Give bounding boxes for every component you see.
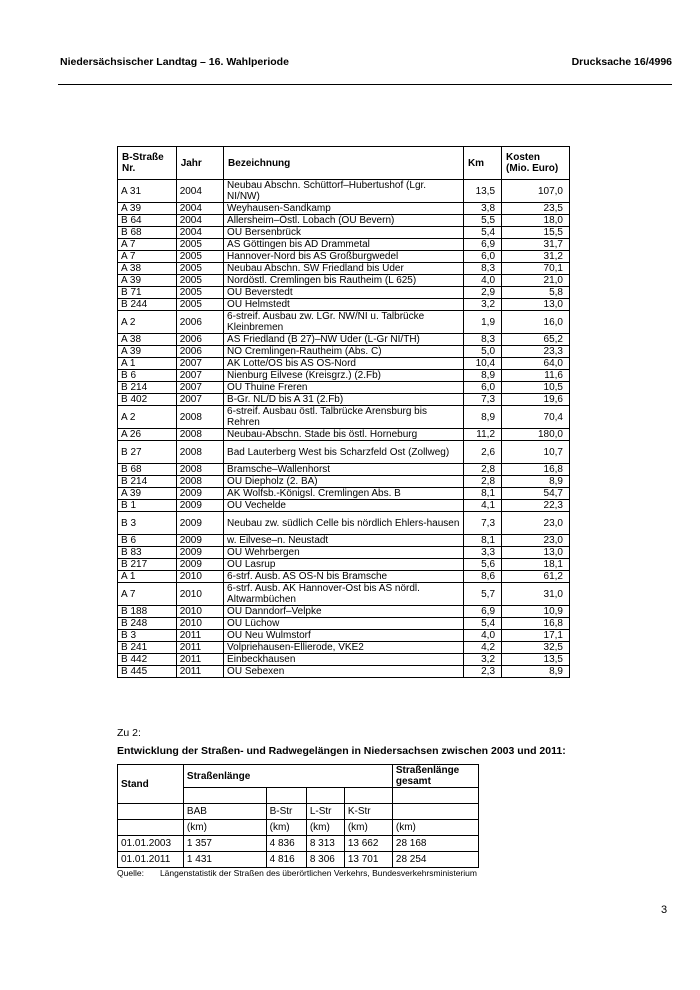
- description-cell: OU Wehrbergen: [224, 547, 464, 559]
- year-cell: 2005: [176, 287, 223, 299]
- km-cell: 5,7: [463, 583, 501, 606]
- km-cell: 6,9: [463, 606, 501, 618]
- km-cell: 3,8: [463, 203, 501, 215]
- km-cell: 8,3: [463, 263, 501, 275]
- cost-cell: 22,3: [502, 500, 570, 512]
- table-row: [118, 370, 570, 382]
- unit-cell: (km): [183, 820, 266, 836]
- empty-cell: [266, 765, 392, 788]
- description-cell: OU Bersenbrück: [224, 227, 464, 239]
- year-cell: 2005: [176, 263, 223, 275]
- km-cell: 3,2: [463, 654, 501, 666]
- year-cell: 2008: [176, 464, 223, 476]
- road-number-cell: B 217: [118, 559, 177, 571]
- description-cell: Bad Lauterberg West bis Scharzfeld Ost (Zollweg): [224, 441, 464, 464]
- km-cell: 5,5: [463, 215, 501, 227]
- cost-cell: 11,6: [502, 370, 570, 382]
- road-number-cell: B 3: [118, 630, 177, 642]
- table-row: [118, 820, 479, 836]
- table-row: [118, 464, 570, 476]
- road-length-table: [117, 764, 479, 868]
- header-document-number: Drucksache 16/4996: [571, 56, 672, 68]
- road-number-cell: B 27: [118, 441, 177, 464]
- table-row: [118, 488, 570, 500]
- description-cell: Neubau zw. südlich Celle bis nördlich Ehlers-hausen: [224, 512, 464, 535]
- cost-cell: 54,7: [502, 488, 570, 500]
- value-cell: 28 168: [392, 836, 478, 852]
- empty-cell: [392, 804, 478, 820]
- road-number-cell: B 3: [118, 512, 177, 535]
- km-cell: 5,6: [463, 559, 501, 571]
- road-number-cell: A 39: [118, 203, 177, 215]
- description-cell: Neubau Abschn. SW Friedland bis Uder: [224, 263, 464, 275]
- km-cell: 8,1: [463, 535, 501, 547]
- km-cell: 13,5: [463, 180, 501, 203]
- cost-cell: 180,0: [502, 429, 570, 441]
- table-row: [118, 836, 479, 852]
- value-cell: 13 662: [344, 836, 392, 852]
- unit-cell: (km): [306, 820, 344, 836]
- table-row: [118, 346, 570, 358]
- road-number-cell: B 1: [118, 500, 177, 512]
- empty-cell: [344, 788, 392, 804]
- road-number-cell: A 2: [118, 311, 177, 334]
- value-cell: 1 357: [183, 836, 266, 852]
- cost-cell: 16,8: [502, 618, 570, 630]
- km-cell: 5,4: [463, 227, 501, 239]
- km-cell: 4,1: [463, 500, 501, 512]
- road-number-cell: A 38: [118, 334, 177, 346]
- table-row: [118, 852, 479, 868]
- page-header: [60, 56, 672, 68]
- column-header-cost: Kosten (Mio. Euro): [502, 147, 570, 180]
- cost-cell: 19,6: [502, 394, 570, 406]
- cost-cell: 10,9: [502, 606, 570, 618]
- cost-cell: 10,7: [502, 441, 570, 464]
- km-cell: 2,9: [463, 287, 501, 299]
- year-cell: 2006: [176, 346, 223, 358]
- col-label-bstr: B-Str: [266, 804, 306, 820]
- description-cell: OU Lüchow: [224, 618, 464, 630]
- date-cell: 01.01.2003: [118, 836, 184, 852]
- description-cell: B-Gr. NL/D bis A 31 (2.Fb): [224, 394, 464, 406]
- cost-cell: 31,7: [502, 239, 570, 251]
- road-projects-body: [118, 180, 570, 678]
- km-cell: 5,4: [463, 618, 501, 630]
- road-number-cell: A 7: [118, 251, 177, 263]
- year-cell: 2010: [176, 618, 223, 630]
- road-number-cell: A 1: [118, 571, 177, 583]
- cost-cell: 13,0: [502, 299, 570, 311]
- table-row: [118, 429, 570, 441]
- cost-cell: 8,9: [502, 666, 570, 678]
- cost-cell: 64,0: [502, 358, 570, 370]
- value-cell: 8 306: [306, 852, 344, 868]
- description-cell: 6-streif. Ausbau östl. Talbrücke Arensburg bis Rehren: [224, 406, 464, 429]
- column-header-road-number: B-Straße Nr.: [118, 147, 177, 180]
- header-divider: [58, 84, 672, 85]
- table-row: [118, 287, 570, 299]
- year-cell: 2011: [176, 666, 223, 678]
- year-cell: 2008: [176, 441, 223, 464]
- table-row: [118, 203, 570, 215]
- source-note: [117, 868, 477, 878]
- description-cell: Hannover-Nord bis AS Großburgwedel: [224, 251, 464, 263]
- year-cell: 2004: [176, 227, 223, 239]
- road-number-cell: B 248: [118, 618, 177, 630]
- year-cell: 2011: [176, 642, 223, 654]
- description-cell: AK Wolfsb.-Königsl. Cremlingen Abs. B: [224, 488, 464, 500]
- value-cell: 1 431: [183, 852, 266, 868]
- description-cell: OU Danndorf–Velpke: [224, 606, 464, 618]
- cost-cell: 18,0: [502, 215, 570, 227]
- value-cell: 4 816: [266, 852, 306, 868]
- road-number-cell: B 68: [118, 227, 177, 239]
- road-number-cell: A 1: [118, 358, 177, 370]
- table-row: [118, 476, 570, 488]
- cost-cell: 10,5: [502, 382, 570, 394]
- road-number-cell: B 6: [118, 535, 177, 547]
- description-cell: Neubau Abschn. Schüttorf–Hubertushof (Lgr. NI/NW): [224, 180, 464, 203]
- km-cell: 7,3: [463, 394, 501, 406]
- cost-cell: 5,8: [502, 287, 570, 299]
- road-number-cell: B 68: [118, 464, 177, 476]
- date-cell: 01.01.2011: [118, 852, 184, 868]
- cost-cell: 31,2: [502, 251, 570, 263]
- year-cell: 2007: [176, 370, 223, 382]
- km-cell: 1,9: [463, 311, 501, 334]
- km-cell: 4,0: [463, 630, 501, 642]
- description-cell: OU Neu Wulmstorf: [224, 630, 464, 642]
- cost-cell: 70,4: [502, 406, 570, 429]
- table-row: [118, 227, 570, 239]
- road-number-cell: B 442: [118, 654, 177, 666]
- road-number-cell: A 26: [118, 429, 177, 441]
- year-cell: 2004: [176, 203, 223, 215]
- table-row: [118, 299, 570, 311]
- page-number: 3: [661, 904, 668, 916]
- km-cell: 2,6: [463, 441, 501, 464]
- table-row: [118, 382, 570, 394]
- description-cell: OU Sebexen: [224, 666, 464, 678]
- table-row: [118, 500, 570, 512]
- description-cell: AS Friedland (B 27)–NW Uder (L-Gr NI/TH): [224, 334, 464, 346]
- description-cell: 6-strf. Ausb. AK Hannover-Ost bis AS nördl. Altwarmbüchen: [224, 583, 464, 606]
- table-row: [118, 180, 570, 203]
- description-cell: NO Cremlingen-Rautheim (Abs. C): [224, 346, 464, 358]
- table-row: [118, 559, 570, 571]
- year-cell: 2009: [176, 547, 223, 559]
- km-cell: 8,3: [463, 334, 501, 346]
- year-cell: 2008: [176, 476, 223, 488]
- cost-cell: 16,8: [502, 464, 570, 476]
- km-cell: 8,9: [463, 370, 501, 382]
- table-row: [118, 358, 570, 370]
- value-cell: 13 701: [344, 852, 392, 868]
- description-cell: OU Vechelde: [224, 500, 464, 512]
- road-number-cell: B 83: [118, 547, 177, 559]
- description-cell: AK Lotte/OS bis AS OS-Nord: [224, 358, 464, 370]
- year-cell: 2006: [176, 311, 223, 334]
- column-header-km: Km: [463, 147, 501, 180]
- year-cell: 2009: [176, 512, 223, 535]
- description-cell: OU Lasrup: [224, 559, 464, 571]
- cost-cell: 107,0: [502, 180, 570, 203]
- road-number-cell: A 2: [118, 406, 177, 429]
- table-row: [118, 583, 570, 606]
- road-number-cell: B 241: [118, 642, 177, 654]
- year-cell: 2008: [176, 429, 223, 441]
- year-cell: 2005: [176, 251, 223, 263]
- road-number-cell: B 402: [118, 394, 177, 406]
- table-row: [118, 606, 570, 618]
- unit-cell: (km): [266, 820, 306, 836]
- road-projects-table: [117, 146, 570, 678]
- description-cell: Nordöstl. Cremlingen bis Rautheim (L 625): [224, 275, 464, 287]
- year-cell: 2004: [176, 215, 223, 227]
- year-cell: 2010: [176, 606, 223, 618]
- year-cell: 2009: [176, 500, 223, 512]
- table-header-row: [118, 147, 570, 180]
- road-number-cell: B 6: [118, 370, 177, 382]
- year-cell: 2007: [176, 394, 223, 406]
- table-row: [118, 263, 570, 275]
- year-cell: 2010: [176, 571, 223, 583]
- cost-cell: 23,5: [502, 203, 570, 215]
- cost-cell: 16,0: [502, 311, 570, 334]
- empty-cell: [118, 804, 184, 820]
- empty-cell: [183, 788, 266, 804]
- cost-cell: 23,0: [502, 512, 570, 535]
- description-cell: OU Diepholz (2. BA): [224, 476, 464, 488]
- cost-cell: 21,0: [502, 275, 570, 287]
- road-number-cell: B 445: [118, 666, 177, 678]
- description-cell: OU Beverstedt: [224, 287, 464, 299]
- empty-cell: [306, 788, 344, 804]
- stand-header: Stand: [118, 765, 184, 804]
- gesamt-header: Straßenlänge gesamt: [392, 765, 478, 788]
- table-row: [118, 406, 570, 429]
- table-row: [118, 547, 570, 559]
- year-cell: 2005: [176, 275, 223, 287]
- year-cell: 2007: [176, 358, 223, 370]
- table-row: [118, 239, 570, 251]
- section-title: Entwicklung der Straßen- und Radwegelängen in Niedersachsen zwischen 2003 und 2011:: [117, 745, 566, 757]
- cost-cell: 65,2: [502, 334, 570, 346]
- km-cell: 2,8: [463, 464, 501, 476]
- description-cell: OU Helmstedt: [224, 299, 464, 311]
- cost-cell: 18,1: [502, 559, 570, 571]
- cost-cell: 23,3: [502, 346, 570, 358]
- km-cell: 11,2: [463, 429, 501, 441]
- km-cell: 2,8: [463, 476, 501, 488]
- year-cell: 2009: [176, 488, 223, 500]
- value-cell: 4 836: [266, 836, 306, 852]
- road-number-cell: B 188: [118, 606, 177, 618]
- road-number-cell: B 71: [118, 287, 177, 299]
- table-row: [118, 334, 570, 346]
- km-cell: 3,2: [463, 299, 501, 311]
- value-cell: 8 313: [306, 836, 344, 852]
- table-row: [118, 618, 570, 630]
- year-cell: 2011: [176, 630, 223, 642]
- cost-cell: 15,5: [502, 227, 570, 239]
- col-label-lstr: L-Str: [306, 804, 344, 820]
- table-row: [118, 804, 479, 820]
- table-row: [118, 765, 479, 788]
- table-row: [118, 535, 570, 547]
- cost-cell: 13,5: [502, 654, 570, 666]
- description-cell: 6-streif. Ausbau zw. LGr. NW/NI u. Talbrücke Kleinbremen: [224, 311, 464, 334]
- table-row: [118, 666, 570, 678]
- description-cell: Einbeckhausen: [224, 654, 464, 666]
- source-text: Längenstatistik der Straßen des überörtlichen Verkehrs, Bundesverkehrsministerium: [159, 868, 477, 878]
- cost-cell: 31,0: [502, 583, 570, 606]
- source-label: Quelle:: [117, 868, 144, 878]
- cost-cell: 32,5: [502, 642, 570, 654]
- km-cell: 4,0: [463, 275, 501, 287]
- road-number-cell: B 244: [118, 299, 177, 311]
- km-cell: 2,3: [463, 666, 501, 678]
- cost-cell: 8,9: [502, 476, 570, 488]
- km-cell: 10,4: [463, 358, 501, 370]
- km-cell: 8,9: [463, 406, 501, 429]
- section-label: Zu 2:: [117, 727, 141, 739]
- description-cell: Allersheim–Östl. Lobach (OU Bevern): [224, 215, 464, 227]
- km-cell: 6,0: [463, 251, 501, 263]
- cost-cell: 17,1: [502, 630, 570, 642]
- road-number-cell: B 214: [118, 476, 177, 488]
- table-row: [118, 441, 570, 464]
- description-cell: Neubau-Abschn. Stade bis östl. Horneburg: [224, 429, 464, 441]
- table-row: [118, 311, 570, 334]
- km-cell: 8,6: [463, 571, 501, 583]
- description-cell: OU Thuine Freren: [224, 382, 464, 394]
- table-row: [118, 394, 570, 406]
- unit-cell: (km): [392, 820, 478, 836]
- year-cell: 2006: [176, 334, 223, 346]
- table-row: [118, 512, 570, 535]
- road-number-cell: A 7: [118, 239, 177, 251]
- road-number-cell: A 38: [118, 263, 177, 275]
- road-number-cell: A 39: [118, 275, 177, 287]
- road-number-cell: A 39: [118, 346, 177, 358]
- year-cell: 2005: [176, 239, 223, 251]
- description-cell: AS Göttingen bis AD Drammetal: [224, 239, 464, 251]
- header-title: Niedersächsischer Landtag – 16. Wahlperiode: [60, 56, 289, 68]
- col-label-kstr: K-Str: [344, 804, 392, 820]
- km-cell: 5,0: [463, 346, 501, 358]
- km-cell: 6,0: [463, 382, 501, 394]
- year-cell: 2008: [176, 406, 223, 429]
- value-cell: 28 254: [392, 852, 478, 868]
- km-cell: 3,3: [463, 547, 501, 559]
- table-row: [118, 654, 570, 666]
- col-label-bab: BAB: [183, 804, 266, 820]
- empty-cell: [118, 820, 184, 836]
- cost-cell: 13,0: [502, 547, 570, 559]
- year-cell: 2010: [176, 583, 223, 606]
- column-header-year: Jahr: [176, 147, 223, 180]
- unit-cell: (km): [344, 820, 392, 836]
- km-cell: 6,9: [463, 239, 501, 251]
- table-row: [118, 630, 570, 642]
- year-cell: 2007: [176, 382, 223, 394]
- km-cell: 8,1: [463, 488, 501, 500]
- road-number-cell: A 7: [118, 583, 177, 606]
- table-row: [118, 571, 570, 583]
- description-cell: Weyhausen-Sandkamp: [224, 203, 464, 215]
- description-cell: Bramsche–Wallenhorst: [224, 464, 464, 476]
- year-cell: 2011: [176, 654, 223, 666]
- year-cell: 2009: [176, 559, 223, 571]
- empty-cell: [392, 788, 478, 804]
- km-cell: 7,3: [463, 512, 501, 535]
- description-cell: 6-strf. Ausb. AS OS-N bis Bramsche: [224, 571, 464, 583]
- column-header-description: Bezeichnung: [224, 147, 464, 180]
- year-cell: 2005: [176, 299, 223, 311]
- road-number-cell: B 64: [118, 215, 177, 227]
- year-cell: 2004: [176, 180, 223, 203]
- cost-cell: 23,0: [502, 535, 570, 547]
- cost-cell: 61,2: [502, 571, 570, 583]
- table-row: [118, 215, 570, 227]
- table-row: [118, 251, 570, 263]
- strassenlaenge-header: Straßenlänge: [183, 765, 266, 788]
- description-cell: Volpriehausen-Ellierode, VKE2: [224, 642, 464, 654]
- table-row: [118, 275, 570, 287]
- km-cell: 4,2: [463, 642, 501, 654]
- year-cell: 2009: [176, 535, 223, 547]
- empty-cell: [266, 788, 306, 804]
- road-number-cell: A 31: [118, 180, 177, 203]
- road-number-cell: A 39: [118, 488, 177, 500]
- description-cell: Nienburg Eilvese (Kreisgrz.) (2.Fb): [224, 370, 464, 382]
- description-cell: w. Eilvese–n. Neustadt: [224, 535, 464, 547]
- table-row: [118, 642, 570, 654]
- cost-cell: 70,1: [502, 263, 570, 275]
- road-number-cell: B 214: [118, 382, 177, 394]
